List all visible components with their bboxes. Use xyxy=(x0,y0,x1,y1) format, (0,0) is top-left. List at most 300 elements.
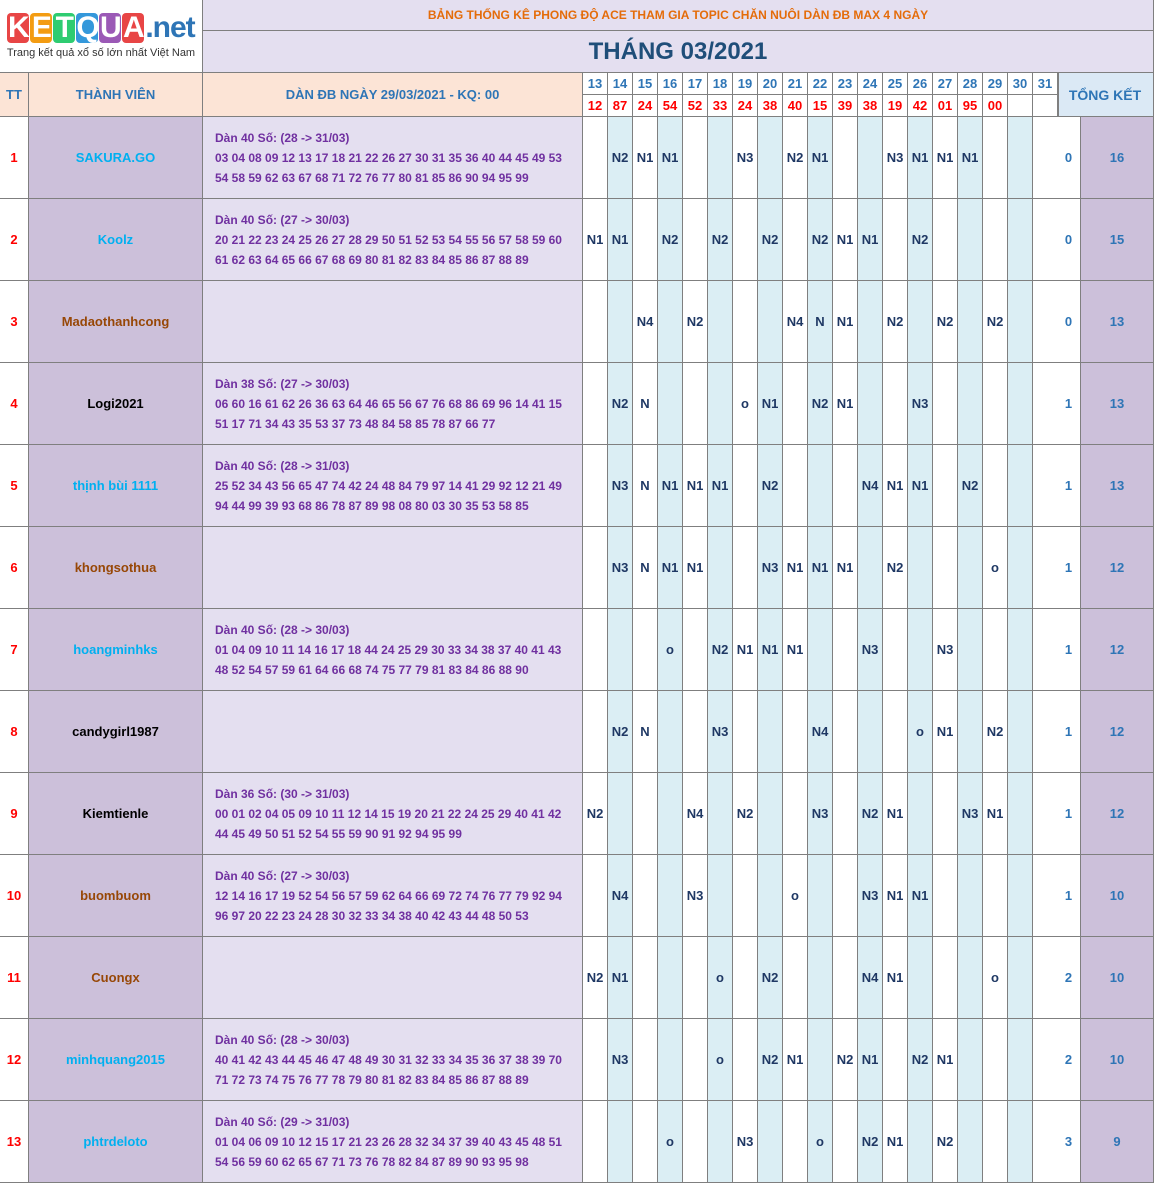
miss-count: 1 xyxy=(1057,855,1081,937)
result-cell xyxy=(933,855,958,937)
member-name[interactable]: Madaothanhcong xyxy=(29,281,203,363)
dan-block xyxy=(215,374,562,434)
result-cell: N2 xyxy=(758,937,783,1019)
result-cell xyxy=(733,281,758,363)
result-cell: N1 xyxy=(908,855,933,937)
member-name[interactable]: phtrdeloto xyxy=(29,1101,203,1183)
result-cell: N1 xyxy=(983,773,1008,855)
result-cell xyxy=(658,281,683,363)
day-result: 19 xyxy=(883,95,908,117)
dan-numbers xyxy=(203,445,583,527)
result-cell: N1 xyxy=(833,527,858,609)
result-cell: N1 xyxy=(958,117,983,199)
result-cell xyxy=(1008,691,1033,773)
result-cell xyxy=(908,773,933,855)
day-result: 39 xyxy=(833,95,858,117)
result-cell xyxy=(1008,363,1033,445)
result-cell xyxy=(658,691,683,773)
dan-line1: 00 01 02 04 05 09 10 11 12 14 15 19 20 21 22 24 25 29 40 41 42 xyxy=(215,806,562,821)
dan-numbers xyxy=(203,609,583,691)
result-cell: N2 xyxy=(983,691,1008,773)
dan-line2: 48 52 54 57 59 61 64 66 68 74 75 77 79 81 83 84 86 88 90 xyxy=(215,662,529,677)
result-cell: N2 xyxy=(658,199,683,281)
dan-numbers xyxy=(203,363,583,445)
miss-count: 3 xyxy=(1057,1101,1081,1183)
result-cell: o xyxy=(808,1101,833,1183)
total-score: 16 xyxy=(1081,117,1154,199)
result-cell: N4 xyxy=(858,445,883,527)
result-cell xyxy=(933,937,958,1019)
result-cell: N4 xyxy=(608,855,633,937)
result-cell xyxy=(583,691,608,773)
result-cell xyxy=(933,363,958,445)
miss-count: 1 xyxy=(1057,363,1081,445)
result-cell xyxy=(733,527,758,609)
day-number: 28 xyxy=(958,73,983,95)
header-member: THÀNH VIÊN xyxy=(29,73,203,117)
day-result: 15 xyxy=(808,95,833,117)
result-cell xyxy=(658,363,683,445)
result-cell xyxy=(608,773,633,855)
dan-line1: 03 04 08 09 12 13 17 18 21 22 26 27 30 31 35 36 40 44 45 49 53 xyxy=(215,150,562,165)
dan-title: Dàn 40 Số: (28 -> 31/03) xyxy=(215,130,350,145)
day-number: 29 xyxy=(983,73,1008,95)
day-result: 87 xyxy=(608,95,633,117)
day-number: 30 xyxy=(1008,73,1033,95)
member-name[interactable]: candygirl1987 xyxy=(29,691,203,773)
result-cell xyxy=(758,1101,783,1183)
result-cell xyxy=(983,1101,1008,1183)
result-cell: N3 xyxy=(933,609,958,691)
result-cell: N1 xyxy=(833,199,858,281)
result-cell: N3 xyxy=(608,1019,633,1101)
result-cell xyxy=(833,1101,858,1183)
result-cell: N4 xyxy=(683,773,708,855)
day-number: 16 xyxy=(658,73,683,95)
result-cell: N3 xyxy=(958,773,983,855)
result-cell xyxy=(958,199,983,281)
result-cell: N xyxy=(808,281,833,363)
result-cell xyxy=(858,527,883,609)
row-index: 9 xyxy=(0,773,29,855)
result-cell xyxy=(633,609,658,691)
row-index: 10 xyxy=(0,855,29,937)
result-cell xyxy=(958,527,983,609)
result-cell: N1 xyxy=(683,445,708,527)
dan-line2: 61 62 63 64 65 66 67 68 69 80 81 82 83 84 85 86 87 88 89 xyxy=(215,252,529,267)
result-cell: N2 xyxy=(808,363,833,445)
result-cell: N1 xyxy=(933,691,958,773)
result-cell: N1 xyxy=(858,199,883,281)
total-score: 12 xyxy=(1081,773,1154,855)
total-score: 13 xyxy=(1081,445,1154,527)
result-cell xyxy=(758,117,783,199)
dan-line2: 71 72 73 74 75 76 77 78 79 80 81 82 83 84 85 86 87 88 89 xyxy=(215,1072,529,1087)
result-cell: N2 xyxy=(858,773,883,855)
result-cell xyxy=(1008,527,1033,609)
result-cell xyxy=(1033,199,1058,281)
dan-numbers xyxy=(203,773,583,855)
result-cell xyxy=(958,363,983,445)
result-cell: N1 xyxy=(758,363,783,445)
day-number: 21 xyxy=(783,73,808,95)
result-cell: N2 xyxy=(708,199,733,281)
result-cell: N2 xyxy=(583,773,608,855)
result-cell: N1 xyxy=(783,527,808,609)
result-cell: N1 xyxy=(833,281,858,363)
result-cell xyxy=(1033,527,1058,609)
member-name[interactable]: khongsothua xyxy=(29,527,203,609)
row-index: 3 xyxy=(0,281,29,363)
result-cell xyxy=(983,445,1008,527)
day-result xyxy=(1008,95,1033,117)
result-cell: N1 xyxy=(658,527,683,609)
member-name[interactable]: Logi2021 xyxy=(29,363,203,445)
dan-block xyxy=(215,620,561,680)
day-number: 23 xyxy=(833,73,858,95)
row-index: 12 xyxy=(0,1019,29,1101)
day-result: 33 xyxy=(708,95,733,117)
result-cell: N3 xyxy=(883,117,908,199)
result-cell xyxy=(958,855,983,937)
result-cell: N2 xyxy=(708,609,733,691)
result-cell xyxy=(583,609,608,691)
dan-line1: 01 04 06 09 10 12 15 17 21 23 26 28 32 34 37 39 40 43 45 48 51 xyxy=(215,1134,562,1149)
member-name[interactable]: Koolz xyxy=(29,199,203,281)
result-cell xyxy=(933,773,958,855)
result-cell xyxy=(833,691,858,773)
site-logo[interactable] xyxy=(0,0,203,73)
result-cell xyxy=(1033,609,1058,691)
result-cell xyxy=(708,1101,733,1183)
dan-title: Dàn 40 Số: (27 -> 30/03) xyxy=(215,868,350,883)
result-cell xyxy=(633,937,658,1019)
row-index: 5 xyxy=(0,445,29,527)
result-cell: o xyxy=(983,527,1008,609)
result-cell xyxy=(1008,281,1033,363)
result-cell: N xyxy=(633,527,658,609)
day-number: 14 xyxy=(608,73,633,95)
logo-letter: K xyxy=(7,11,29,44)
result-cell xyxy=(683,1019,708,1101)
member-name[interactable]: hoangminhks xyxy=(29,609,203,691)
result-cell xyxy=(583,1019,608,1101)
result-cell xyxy=(908,1101,933,1183)
result-cell xyxy=(858,691,883,773)
result-cell xyxy=(958,1101,983,1183)
row-index: 1 xyxy=(0,117,29,199)
miss-count: 0 xyxy=(1057,281,1081,363)
result-cell xyxy=(858,117,883,199)
dan-numbers xyxy=(203,691,583,773)
result-cell: N4 xyxy=(633,281,658,363)
total-score: 13 xyxy=(1081,281,1154,363)
result-cell xyxy=(783,1101,808,1183)
result-cell xyxy=(758,773,783,855)
result-cell xyxy=(1033,281,1058,363)
result-cell xyxy=(1033,117,1058,199)
member-name[interactable]: thịnh bùi 1111 xyxy=(29,445,203,527)
result-cell xyxy=(883,691,908,773)
dan-block xyxy=(215,128,562,188)
day-result: 54 xyxy=(658,95,683,117)
miss-count: 2 xyxy=(1057,937,1081,1019)
result-cell xyxy=(858,281,883,363)
dan-block xyxy=(215,1030,562,1090)
result-cell: N1 xyxy=(758,609,783,691)
day-number: 20 xyxy=(758,73,783,95)
day-result: 42 xyxy=(908,95,933,117)
result-cell xyxy=(1008,855,1033,937)
result-cell: N1 xyxy=(658,445,683,527)
day-result: 38 xyxy=(758,95,783,117)
result-cell: N1 xyxy=(683,527,708,609)
result-cell xyxy=(633,773,658,855)
result-cell: N1 xyxy=(883,855,908,937)
result-cell: N3 xyxy=(908,363,933,445)
row-index: 2 xyxy=(0,199,29,281)
result-cell: N3 xyxy=(608,445,633,527)
total-score: 12 xyxy=(1081,527,1154,609)
dan-numbers xyxy=(203,527,583,609)
result-cell: N1 xyxy=(883,1101,908,1183)
result-cell xyxy=(958,937,983,1019)
member-name[interactable]: buombuom xyxy=(29,855,203,937)
logo-wordmark xyxy=(7,13,194,43)
result-cell: N3 xyxy=(683,855,708,937)
result-cell xyxy=(783,691,808,773)
miss-count: 2 xyxy=(1057,1019,1081,1101)
day-result: 24 xyxy=(633,95,658,117)
dan-block xyxy=(215,210,562,270)
result-cell xyxy=(683,937,708,1019)
sheet-banner: BẢNG THỐNG KÊ PHONG ĐỘ ACE THAM GIA TOPIC CHĂN NUÔI DÀN ĐB MAX 4 NGÀY xyxy=(203,0,1154,31)
day-result: 24 xyxy=(733,95,758,117)
result-cell: N3 xyxy=(808,773,833,855)
result-cell: N1 xyxy=(808,117,833,199)
result-cell: N1 xyxy=(608,937,633,1019)
miss-count: 1 xyxy=(1057,445,1081,527)
result-cell: o xyxy=(983,937,1008,1019)
logo-letter: A xyxy=(122,11,144,44)
member-name[interactable]: minhquang2015 xyxy=(29,1019,203,1101)
result-cell: N1 xyxy=(783,1019,808,1101)
result-cell: N2 xyxy=(608,363,633,445)
result-cell xyxy=(683,199,708,281)
result-cell: N2 xyxy=(908,1019,933,1101)
result-cell xyxy=(583,445,608,527)
result-cell: N2 xyxy=(758,445,783,527)
result-cell: N4 xyxy=(808,691,833,773)
dan-numbers xyxy=(203,281,583,363)
row-index: 13 xyxy=(0,1101,29,1183)
result-cell xyxy=(983,1019,1008,1101)
day-number: 24 xyxy=(858,73,883,95)
dan-line2: 54 58 59 62 63 67 68 71 72 76 77 80 81 85 86 90 94 95 99 xyxy=(215,170,529,185)
header-tt: TT xyxy=(0,73,29,117)
miss-count: 1 xyxy=(1057,527,1081,609)
result-cell: N3 xyxy=(608,527,633,609)
result-cell: N4 xyxy=(783,281,808,363)
result-cell xyxy=(608,1101,633,1183)
dan-numbers xyxy=(203,1019,583,1101)
dan-numbers xyxy=(203,937,583,1019)
month-title: THÁNG 03/2021 xyxy=(203,31,1154,73)
result-cell: N1 xyxy=(908,445,933,527)
member-name[interactable]: Kiemtienle xyxy=(29,773,203,855)
result-cell xyxy=(1033,937,1058,1019)
day-number: 18 xyxy=(708,73,733,95)
result-cell xyxy=(733,691,758,773)
result-cell xyxy=(908,281,933,363)
result-cell xyxy=(958,691,983,773)
dan-title: Dàn 40 Số: (28 -> 30/03) xyxy=(215,1032,350,1047)
day-number: 31 xyxy=(1033,73,1058,95)
result-cell: o xyxy=(658,1101,683,1183)
day-result: 95 xyxy=(958,95,983,117)
result-cell: N3 xyxy=(858,609,883,691)
result-cell: N1 xyxy=(833,363,858,445)
header-total: TỔNG KẾT xyxy=(1057,73,1154,117)
result-cell: N1 xyxy=(783,609,808,691)
result-cell: N4 xyxy=(858,937,883,1019)
day-result: 00 xyxy=(983,95,1008,117)
result-cell xyxy=(808,445,833,527)
result-cell: N3 xyxy=(733,1101,758,1183)
result-cell: N2 xyxy=(883,281,908,363)
result-cell xyxy=(783,363,808,445)
result-cell xyxy=(708,363,733,445)
result-cell: N1 xyxy=(633,117,658,199)
result-cell xyxy=(808,855,833,937)
result-cell xyxy=(1033,1101,1058,1183)
result-cell: N1 xyxy=(608,199,633,281)
result-cell xyxy=(983,199,1008,281)
result-cell xyxy=(833,855,858,937)
dan-line1: 20 21 22 23 24 25 26 27 28 29 50 51 52 53 54 55 56 57 58 59 60 xyxy=(215,232,562,247)
result-cell xyxy=(633,855,658,937)
result-cell xyxy=(758,281,783,363)
row-index: 4 xyxy=(0,363,29,445)
result-cell: N1 xyxy=(933,1019,958,1101)
result-cell xyxy=(658,937,683,1019)
result-cell xyxy=(683,691,708,773)
result-cell xyxy=(983,609,1008,691)
logo-tagline: Trang kết quả xổ số lớn nhất Việt Nam xyxy=(6,47,196,59)
result-cell xyxy=(908,527,933,609)
result-cell xyxy=(783,773,808,855)
row-index: 6 xyxy=(0,527,29,609)
dan-title: Dàn 40 Số: (27 -> 30/03) xyxy=(215,212,350,227)
result-cell xyxy=(883,609,908,691)
logo-letter: T xyxy=(53,13,75,43)
result-cell: N2 xyxy=(683,281,708,363)
result-cell: N3 xyxy=(858,855,883,937)
result-cell xyxy=(958,1019,983,1101)
total-score: 10 xyxy=(1081,937,1154,1019)
result-cell xyxy=(583,281,608,363)
result-cell xyxy=(933,199,958,281)
row-index: 7 xyxy=(0,609,29,691)
result-cell xyxy=(633,1019,658,1101)
result-cell: N xyxy=(633,445,658,527)
dan-line1: 06 60 16 61 62 26 36 63 64 46 65 56 67 76 68 86 69 96 14 41 15 xyxy=(215,396,562,411)
row-index: 11 xyxy=(0,937,29,1019)
miss-count: 1 xyxy=(1057,609,1081,691)
result-cell xyxy=(658,773,683,855)
result-cell xyxy=(983,363,1008,445)
total-score: 13 xyxy=(1081,363,1154,445)
dan-line1: 01 04 09 10 11 14 16 17 18 44 24 25 29 30 33 34 38 37 40 41 43 xyxy=(215,642,562,657)
result-cell xyxy=(958,281,983,363)
header-dan: DÀN ĐB NGÀY 29/03/2021 - KQ: 00 xyxy=(203,73,583,117)
day-number: 26 xyxy=(908,73,933,95)
logo-letter: Q xyxy=(76,11,99,44)
result-cell: N2 xyxy=(958,445,983,527)
result-cell xyxy=(933,527,958,609)
result-cell xyxy=(1033,691,1058,773)
result-cell xyxy=(758,691,783,773)
dan-numbers xyxy=(203,1101,583,1183)
result-cell: N1 xyxy=(858,1019,883,1101)
dan-title: Dàn 38 Số: (27 -> 30/03) xyxy=(215,376,350,391)
total-score: 9 xyxy=(1081,1101,1154,1183)
result-cell: N1 xyxy=(883,445,908,527)
result-cell xyxy=(1008,1019,1033,1101)
day-result: 52 xyxy=(683,95,708,117)
result-cell xyxy=(583,117,608,199)
result-cell xyxy=(833,117,858,199)
dan-title: Dàn 40 Số: (28 -> 31/03) xyxy=(215,458,350,473)
member-name[interactable]: SAKURA.GO xyxy=(29,117,203,199)
result-cell: N1 xyxy=(583,199,608,281)
result-cell xyxy=(858,363,883,445)
result-cell: N3 xyxy=(758,527,783,609)
dan-block xyxy=(215,456,562,516)
result-cell xyxy=(783,199,808,281)
member-name[interactable]: Cuongx xyxy=(29,937,203,1019)
result-cell xyxy=(958,609,983,691)
result-cell xyxy=(683,609,708,691)
result-cell: o xyxy=(708,1019,733,1101)
day-number: 27 xyxy=(933,73,958,95)
result-cell xyxy=(683,1101,708,1183)
result-cell: N1 xyxy=(933,117,958,199)
dan-line2: 54 56 59 60 62 65 67 71 73 76 78 82 84 87 89 90 93 95 98 xyxy=(215,1154,529,1169)
result-cell xyxy=(908,609,933,691)
result-cell xyxy=(608,281,633,363)
result-cell xyxy=(733,445,758,527)
miss-count: 1 xyxy=(1057,773,1081,855)
result-cell: N2 xyxy=(583,937,608,1019)
row-index: 8 xyxy=(0,691,29,773)
result-cell xyxy=(883,199,908,281)
result-cell xyxy=(758,855,783,937)
result-cell xyxy=(708,117,733,199)
result-cell: N3 xyxy=(708,691,733,773)
result-cell xyxy=(933,445,958,527)
result-cell xyxy=(1033,363,1058,445)
result-cell xyxy=(733,1019,758,1101)
result-cell xyxy=(808,1019,833,1101)
result-cell xyxy=(683,117,708,199)
result-cell xyxy=(908,937,933,1019)
result-cell: N2 xyxy=(758,199,783,281)
result-cell: N2 xyxy=(833,1019,858,1101)
total-score: 12 xyxy=(1081,691,1154,773)
day-result: 40 xyxy=(783,95,808,117)
day-result: 38 xyxy=(858,95,883,117)
